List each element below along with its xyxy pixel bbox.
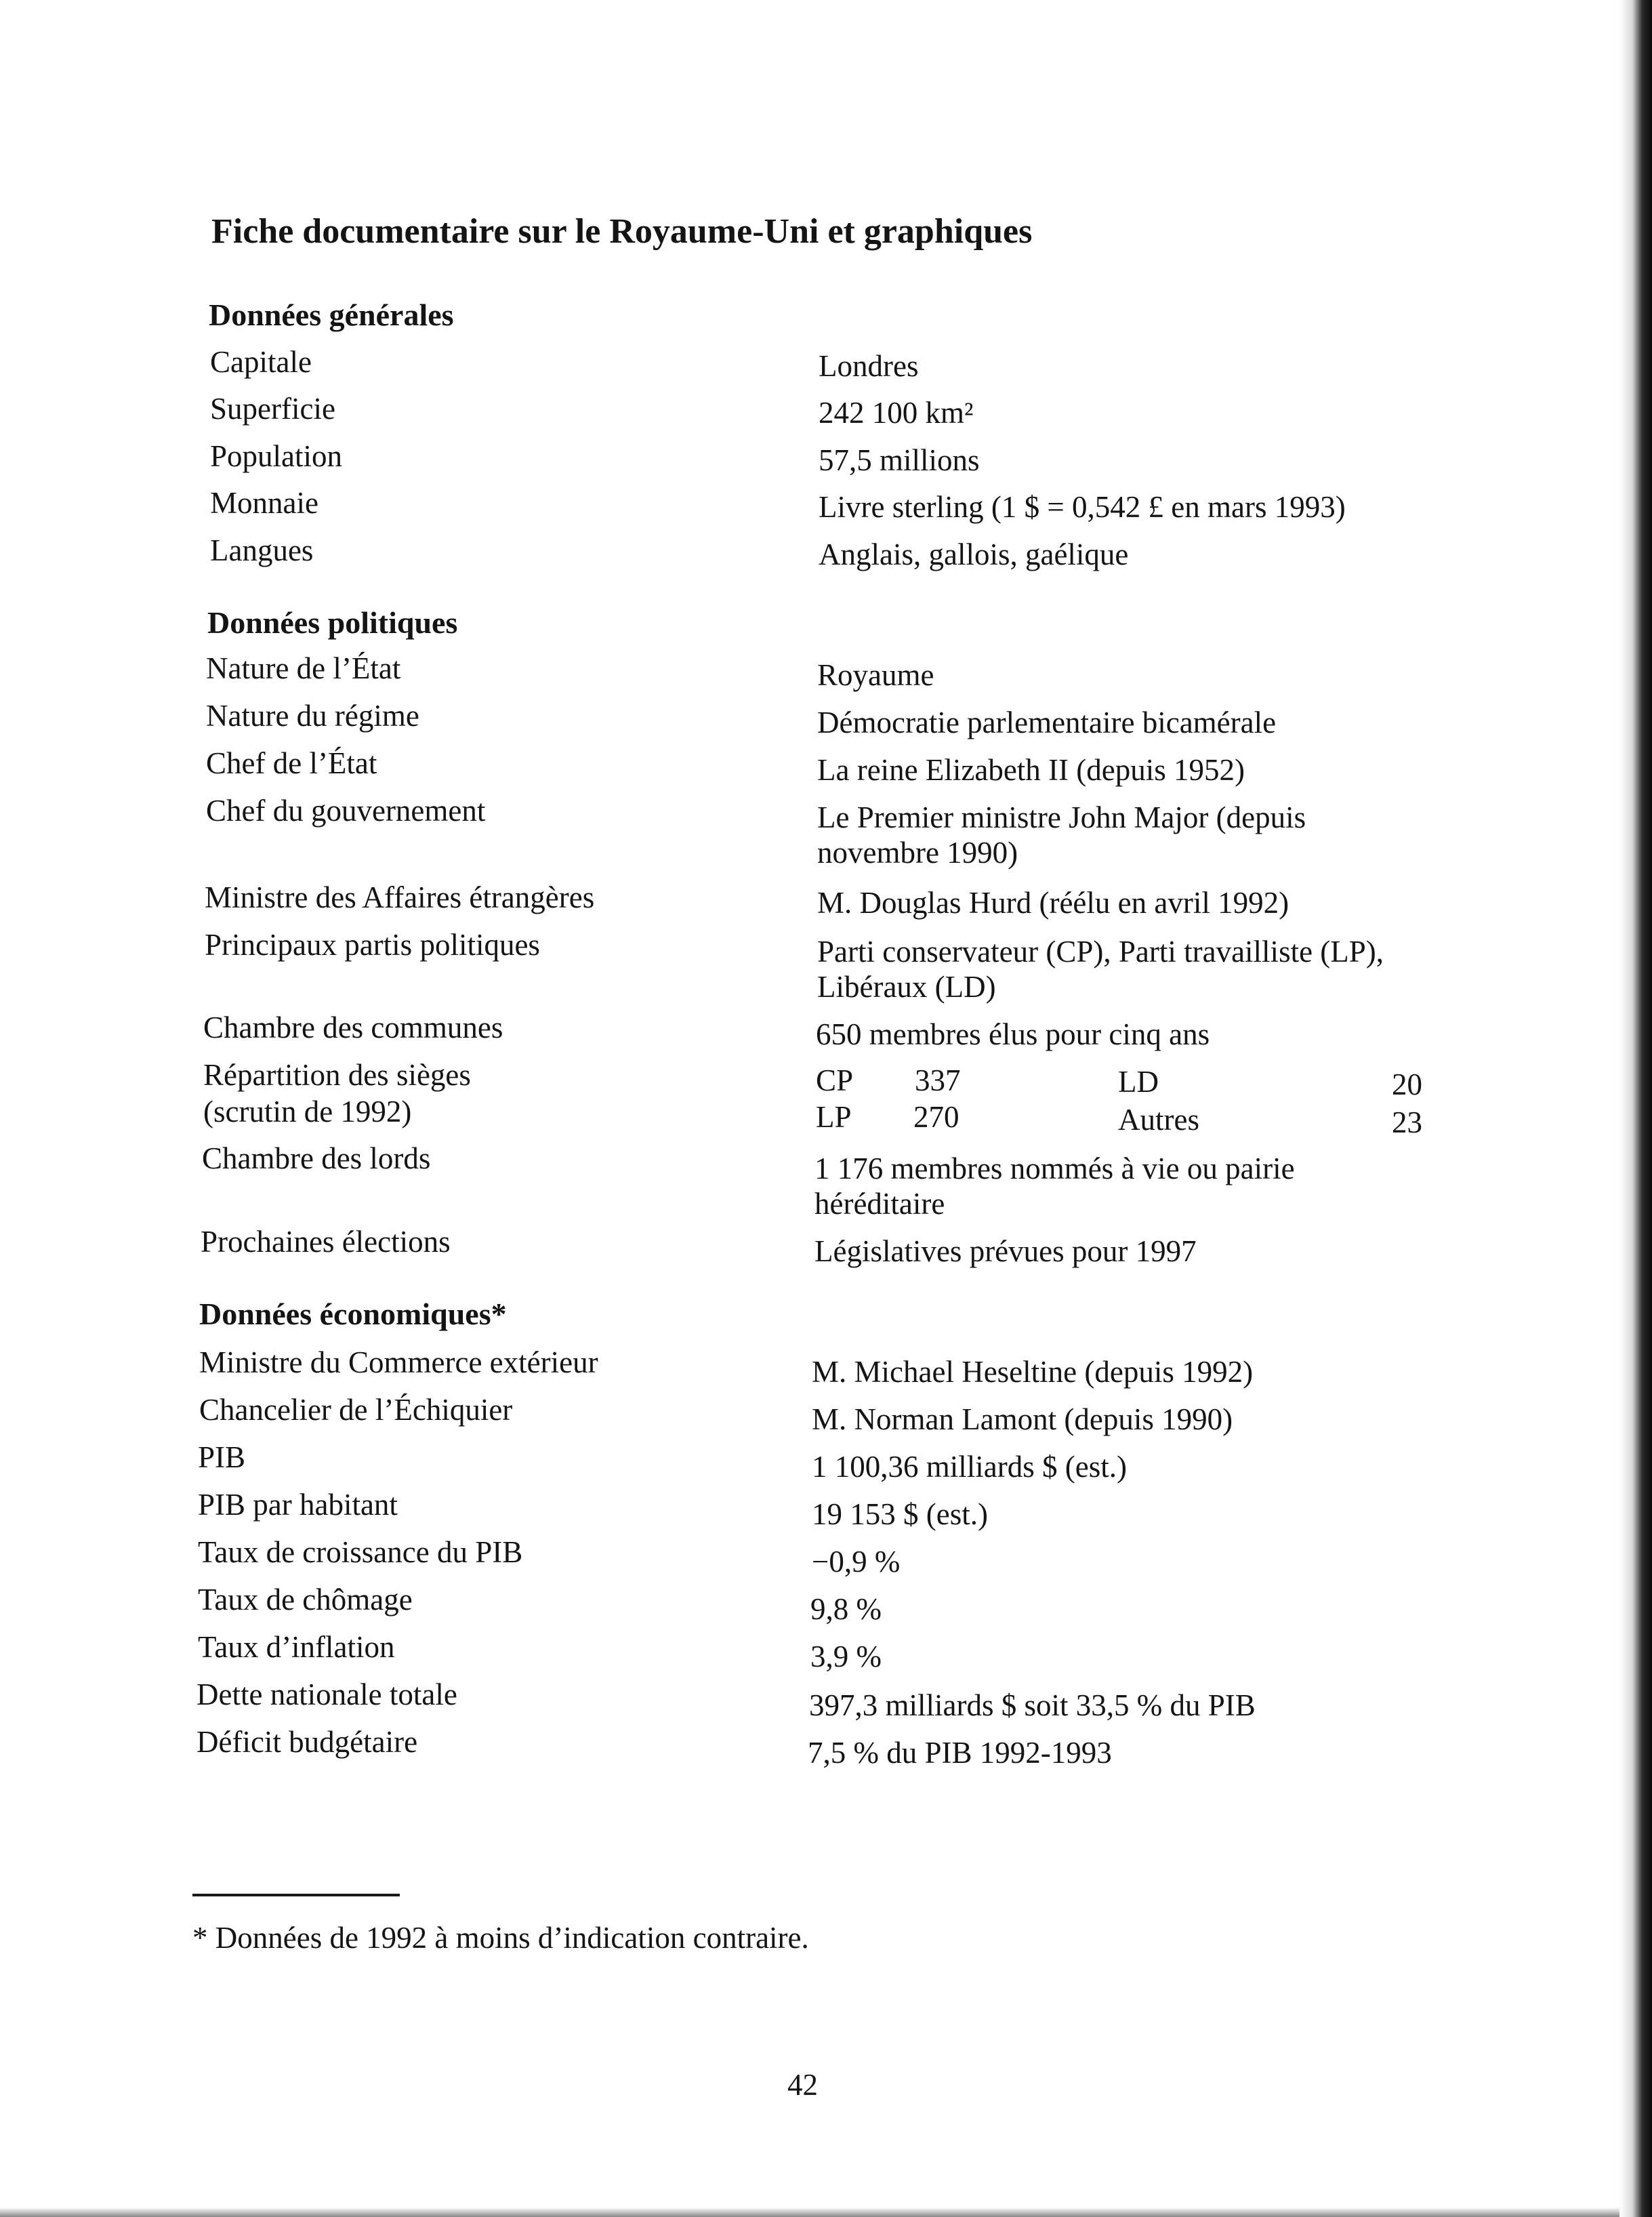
seat-party-cp: CP — [816, 1063, 854, 1097]
label-langues: Langues — [210, 533, 314, 567]
label-taux-inflation: Taux d’inflation — [198, 1630, 395, 1664]
value-chef-gouvernement-line2: novembre 1990) — [817, 836, 1018, 870]
label-nature-regime: Nature du régime — [206, 699, 419, 733]
scan-binding-edge — [1619, 0, 1652, 2217]
value-monnaie: Livre sterling (1 $ = 0,542 £ en mars 1993) — [819, 490, 1346, 524]
label-nature-etat: Nature de l’État — [206, 651, 401, 685]
seat-party-lp: LP — [816, 1100, 852, 1134]
label-monnaie: Monnaie — [210, 486, 318, 520]
label-population: Population — [210, 439, 343, 473]
value-deficit-budgetaire: 7,5 % du PIB 1992-1993 — [808, 1736, 1112, 1770]
label-taux-chomage: Taux de chômage — [198, 1583, 413, 1616]
value-ministre-commerce: M. Michael Heseltine (depuis 1992) — [812, 1355, 1254, 1389]
label-chambre-communes: Chambre des communes — [203, 1011, 503, 1044]
value-capitale: Londres — [819, 349, 919, 383]
page-title: Fiche documentaire sur le Royaume-Uni et graphiques — [211, 212, 1033, 251]
value-nature-regime: Démocratie parlementaire bicamérale — [817, 706, 1277, 739]
label-repartition-sieges-line2: (scrutin de 1992) — [203, 1095, 412, 1128]
value-population: 57,5 millions — [819, 443, 980, 477]
value-principaux-partis-line1: Parti conservateur (CP), Parti travailliste (LP), — [817, 935, 1384, 969]
section-heading-political: Données politiques — [207, 605, 458, 640]
label-principaux-partis: Principaux partis politiques — [205, 928, 540, 962]
label-capitale: Capitale — [210, 345, 312, 379]
scan-bottom-edge — [0, 2208, 1619, 2217]
label-superficie: Superficie — [210, 392, 335, 426]
footnote-divider — [192, 1894, 400, 1896]
label-chef-etat: Chef de l’État — [206, 746, 377, 780]
label-repartition-sieges-line1: Répartition des sièges — [203, 1058, 471, 1092]
seat-count-cp: 337 — [915, 1063, 961, 1097]
value-principaux-partis-line2: Libéraux (LD) — [817, 970, 996, 1004]
value-chancelier: M. Norman Lamont (depuis 1990) — [812, 1402, 1233, 1436]
label-taux-croissance: Taux de croissance du PIB — [198, 1535, 523, 1569]
value-pib: 1 100,36 milliards $ (est.) — [812, 1450, 1127, 1484]
value-chambre-lords-line2: héréditaire — [814, 1187, 945, 1221]
label-pib-habitant: PIB par habitant — [198, 1488, 398, 1522]
footnote-text: * Données de 1992 à moins d’indication contraire. — [192, 1921, 809, 1955]
seat-party-autres: Autres — [1118, 1103, 1199, 1137]
seat-count-lp: 270 — [913, 1100, 959, 1134]
label-chambre-lords: Chambre des lords — [202, 1141, 431, 1175]
label-pib: PIB — [198, 1440, 246, 1474]
value-pib-habitant: 19 153 $ (est.) — [812, 1497, 988, 1531]
section-heading-general: Données générales — [209, 298, 454, 332]
value-nature-etat: Royaume — [817, 658, 934, 692]
label-dette-nationale: Dette nationale totale — [197, 1677, 457, 1711]
value-taux-chomage: 9,8 % — [810, 1592, 882, 1626]
value-chambre-lords-line1: 1 176 membres nommés à vie ou pairie — [814, 1152, 1295, 1185]
label-chancelier: Chancelier de l’Échiquier — [199, 1393, 513, 1427]
value-langues: Anglais, gallois, gaélique — [819, 537, 1129, 571]
value-chef-gouvernement-line1: Le Premier ministre John Major (depuis — [817, 800, 1306, 834]
label-prochaines-elections: Prochaines élections — [201, 1225, 451, 1259]
label-deficit-budgetaire: Déficit budgétaire — [197, 1725, 418, 1759]
value-superficie: 242 100 km² — [819, 396, 974, 430]
label-ministre-commerce: Ministre du Commerce extérieur — [199, 1345, 598, 1379]
value-chambre-communes: 650 membres élus pour cinq ans — [816, 1017, 1210, 1051]
value-ministre-affaires-etrangeres: M. Douglas Hurd (réélu en avril 1992) — [817, 886, 1289, 920]
value-chef-etat: La reine Elizabeth II (depuis 1952) — [817, 753, 1245, 787]
value-taux-inflation: 3,9 % — [810, 1640, 882, 1673]
seat-count-ld: 20 — [1392, 1067, 1422, 1101]
value-taux-croissance: −0,9 % — [812, 1545, 901, 1579]
value-dette-nationale: 397,3 milliards $ soit 33,5 % du PIB — [809, 1688, 1256, 1722]
page-number: 42 — [787, 2068, 818, 2102]
value-prochaines-elections: Législatives prévues pour 1997 — [814, 1234, 1197, 1268]
label-chef-gouvernement: Chef du gouvernement — [206, 794, 486, 828]
label-ministre-affaires-etrangeres: Ministre des Affaires étrangères — [205, 880, 595, 914]
section-heading-economic: Données économiques* — [199, 1297, 507, 1331]
seat-party-ld: LD — [1118, 1065, 1159, 1099]
seat-count-autres: 23 — [1392, 1105, 1422, 1139]
